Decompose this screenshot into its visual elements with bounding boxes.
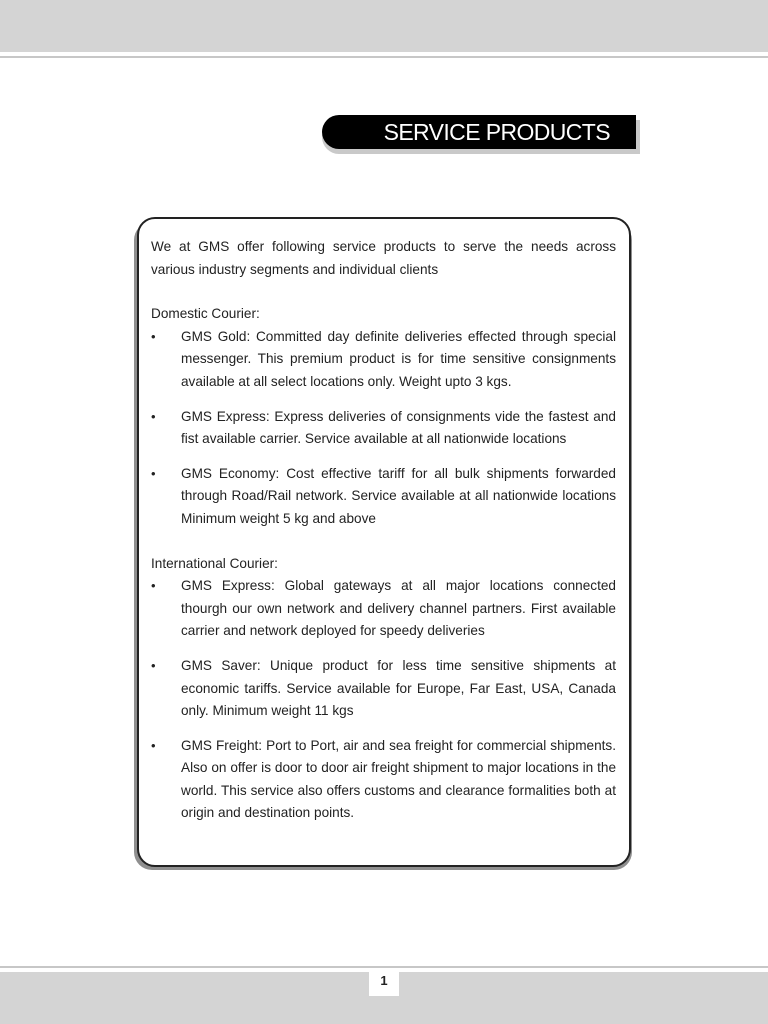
intro-paragraph: We at GMS offer following service products to serve the needs across various industry segments and individual clients	[151, 239, 616, 277]
list-item-text: GMS Saver: Unique product for less time sensitive shipments at economic tariffs. Service available for Europe, Far East, USA, Canada only. Minimum weight 11 kgs	[181, 657, 616, 719]
list-item-text: GMS Express: Global gateways at all major locations connected thourgh our own network and delivery channel partners. First available carrier and network deployed for speedy deliveries	[181, 578, 616, 639]
list-item	[151, 575, 616, 643]
domestic-list	[151, 326, 616, 531]
domestic-heading: Domestic Courier:	[151, 306, 260, 322]
international-list	[151, 575, 616, 825]
bullet-icon: •	[151, 408, 156, 424]
list-item-text: GMS Freight: Port to Port, air and sea freight for commercial shipments. Also on offer is door to door air freight shipment to major locations in the world. This service also offers customs and clearance formalities both at origin and destination points.	[181, 737, 616, 821]
list-item-text: GMS Economy: Cost effective tariff for all bulk shipments forwarded through Road/Rail network. Service available at all nationwide locations Minimum weight 5 kg and above	[181, 465, 616, 526]
header-band	[0, 0, 768, 52]
international-heading: International Courier:	[151, 555, 278, 571]
list-item-text: GMS Gold: Committed day definite deliveries effected through special messenger. This premium product is for time sensitive consignments available at all select locations only. Weight upto 3 kgs.	[181, 328, 616, 389]
list-item-text: GMS Express: Express deliveries of consignments vide the fastest and fist available carrier. Service available at all nationwide locations	[181, 408, 616, 447]
bullet-icon: •	[151, 657, 156, 673]
content-body	[151, 236, 616, 825]
page-number: 1	[369, 968, 399, 996]
header-divider	[0, 56, 768, 58]
bullet-icon: •	[151, 328, 156, 344]
bullet-icon: •	[151, 578, 156, 594]
bullet-icon: •	[151, 465, 156, 481]
list-item	[151, 326, 616, 394]
list-item	[151, 735, 616, 825]
page-title: SERVICE PRODUCTS	[322, 115, 636, 149]
bullet-icon: •	[151, 737, 156, 753]
list-item	[151, 463, 616, 531]
list-item	[151, 406, 616, 451]
list-item	[151, 655, 616, 723]
